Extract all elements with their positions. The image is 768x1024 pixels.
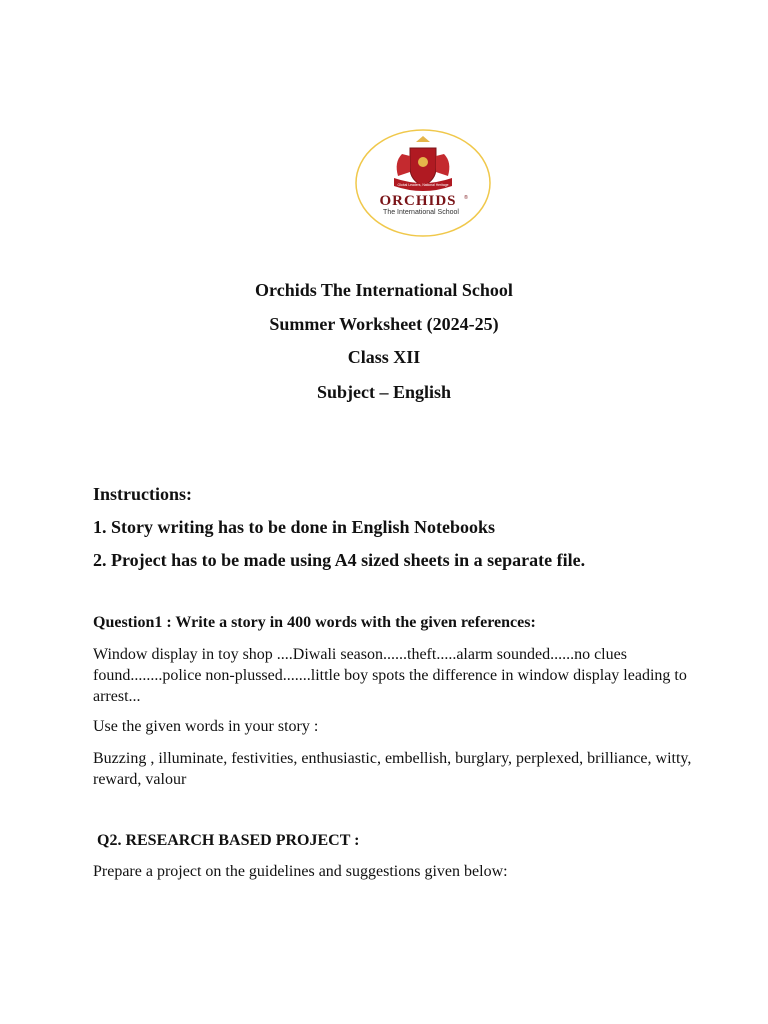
instructions-heading: Instructions: (93, 484, 193, 504)
school-name: Orchids The International School (255, 280, 513, 300)
worksheet-title: Summer Worksheet (2024-25) (269, 314, 499, 334)
question1-heading: Question1 : Write a story in 400 words with the given references: (93, 614, 536, 631)
logo-brand-text: ORCHIDS (379, 193, 457, 209)
logo-tagline: The International School (383, 209, 459, 216)
question1-word-list: Buzzing , illuminate, festivities, enthusiastic, embellish, burglary, perplexed, brilliance, witty, reward, valour (93, 750, 692, 788)
question1-references: Window display in toy shop ....Diwali season......theft.....alarm sounded......no clues found........police non-plussed.......little boy spots the difference in window display leading to arrest... (93, 646, 687, 705)
logo-banner-text: Global Leaders, National Heritage (397, 183, 449, 187)
orchids-crest-icon (354, 128, 492, 238)
subject-label: Subject – English (316, 382, 452, 402)
instruction-item: 2. Project has to be made using A4 sized sheets in a separate file. (93, 550, 586, 570)
question2-heading: Q2. RESEARCH BASED PROJECT : (97, 832, 360, 849)
question1-words-intro: Use the given words in your story : (93, 718, 319, 735)
instruction-item: 1. Story writing has to be done in English Notebooks (93, 517, 496, 537)
registered-mark: ® (464, 195, 468, 201)
class-label: Class XII (347, 347, 421, 367)
school-logo (354, 128, 492, 238)
question2-intro: Prepare a project on the guidelines and suggestions given below: (93, 863, 508, 880)
